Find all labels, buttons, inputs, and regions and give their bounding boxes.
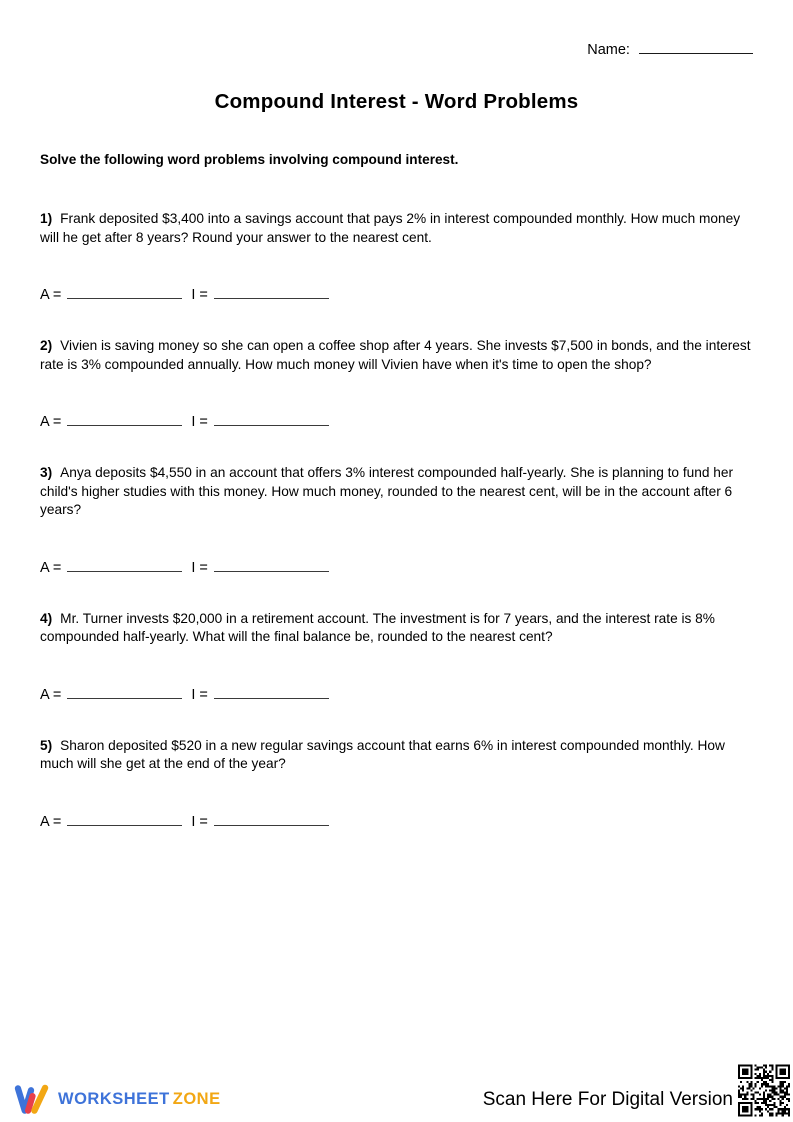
problem-3-number: 3) — [40, 465, 53, 480]
problem-2-text: Vivien is saving money so she can open a coffee shop after 4 years. She invests $7,500 in bonds, and the interest rate is 3% compounded annually. How much money will Vivien have when it's time to open the shop? — [40, 338, 751, 372]
answer-2-i-label: I = — [191, 414, 208, 430]
answer-5-i-blank[interactable] — [214, 810, 329, 826]
answer-3-i-blank[interactable] — [214, 556, 329, 572]
problem-4-text: Mr. Turner invests $20,000 in a retirement account. The investment is for 7 years, and the interest rate is 8% compounded half-yearly. What will the final balance be, rounded to the nearest cent? — [40, 610, 715, 644]
answer-row-5 — [40, 810, 753, 830]
name-blank[interactable] — [639, 38, 753, 54]
answer-5-a-blank[interactable] — [67, 810, 182, 826]
name-row — [40, 0, 753, 58]
answer-row-3 — [40, 556, 753, 576]
problem-2-number: 2) — [40, 338, 53, 353]
worksheetzone-logo — [14, 1084, 221, 1115]
answer-1-i-label: I = — [191, 287, 208, 303]
answer-3-a-label: A = — [40, 559, 62, 576]
answer-3-a-blank[interactable] — [67, 556, 182, 572]
instruction-text: Solve the following word problems involving compound interest. — [40, 152, 459, 167]
page-title: Compound Interest - Word Problems — [214, 90, 579, 113]
worksheetzone-w-icon — [14, 1084, 50, 1115]
answer-row-4 — [40, 683, 753, 703]
scan-here-text: Scan Here For Digital Version — [482, 1089, 733, 1110]
problem-5 — [40, 737, 753, 774]
problem-4-number: 4) — [40, 610, 53, 626]
problem-1 — [40, 210, 753, 247]
answer-row-1 — [40, 283, 753, 303]
qr-code — [738, 1064, 790, 1117]
answer-4-i-label: I = — [191, 686, 208, 703]
answer-4-i-blank[interactable] — [214, 683, 329, 699]
problem-3 — [40, 464, 753, 520]
problem-1-number: 1) — [40, 211, 53, 226]
answer-5-a-label: A = — [40, 813, 62, 830]
problem-2 — [40, 337, 753, 374]
answer-2-a-blank[interactable] — [67, 410, 182, 426]
logo-text-zone: ZONE — [172, 1090, 221, 1108]
answer-4-a-blank[interactable] — [67, 683, 182, 699]
answer-1-a-blank[interactable] — [67, 283, 182, 299]
name-label: Name: — [587, 42, 630, 58]
problem-1-text: Frank deposited $3,400 into a savings account that pays 2% in interest compounded monthly. How much money will he get after 8 years? Round your answer to the nearest cent. — [40, 211, 741, 245]
logo-text-worksheet: WORKSHEET — [58, 1090, 170, 1108]
answer-2-i-blank[interactable] — [214, 410, 329, 426]
problem-5-text: Sharon deposited $520 in a new regular savings account that earns 6% in interest compounded monthly. How much will she get at the end of the year? — [40, 737, 725, 771]
answer-5-i-label: I = — [191, 813, 208, 830]
problem-3-text: Anya deposits $4,550 in an account that offers 3% interest compounded half-yearly. She is planning to fund her child's higher studies with this money. How much money, rounded to the nearest cent, will be in the account after 6 years? — [40, 465, 734, 517]
answer-1-a-label: A = — [40, 287, 62, 303]
answer-1-i-blank[interactable] — [214, 283, 329, 299]
problem-4 — [40, 610, 753, 647]
worksheetzone-logo-text — [58, 1090, 221, 1109]
answer-row-2 — [40, 410, 753, 430]
answer-3-i-label: I = — [191, 559, 208, 576]
problem-5-number: 5) — [40, 737, 53, 753]
answer-2-a-label: A = — [40, 414, 62, 430]
answer-4-a-label: A = — [40, 686, 62, 703]
